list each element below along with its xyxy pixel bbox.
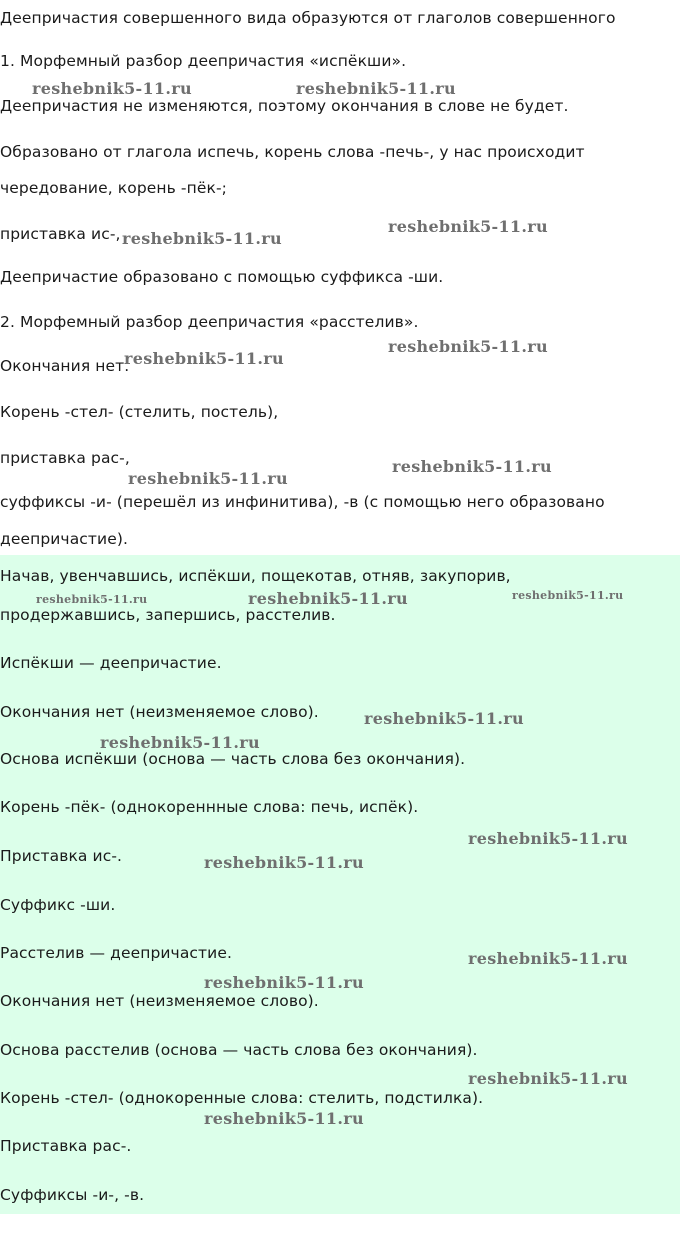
watermark: reshebnik5-11.ru [296, 79, 456, 98]
watermark: reshebnik5-11.ru [204, 973, 364, 992]
watermark: reshebnik5-11.ru [32, 79, 192, 98]
watermark: reshebnik5-11.ru [468, 1069, 628, 1088]
intro-line: Деепричастия совершенного вида образуются от глаголов совершенного [0, 9, 616, 27]
watermark: reshebnik5-11.ru [388, 217, 548, 236]
answer-line: Начав, увенчавшись, испёкши, пощекотав, отняв, закупорив, [0, 567, 511, 585]
answer-line: Основа расстелив (основа — часть слова без окончания). [0, 1041, 478, 1059]
intro-line: приставка рас-, [0, 449, 130, 467]
intro-line: Окончания нет. [0, 357, 130, 375]
watermark: reshebnik5-11.ru [122, 229, 282, 248]
watermark: reshebnik5-11.ru [388, 337, 548, 356]
watermark: reshebnik5-11.ru [100, 733, 260, 752]
answer-line: Основа испёкши (основа — часть слова без окончания). [0, 750, 466, 768]
watermark: reshebnik5-11.ru [364, 709, 524, 728]
watermark: reshebnik5-11.ru [124, 349, 284, 368]
intro-line: чередование, корень -пёк-; [0, 179, 227, 197]
answer-line: Приставка ис-. [0, 847, 123, 865]
answer-line: Расстелив — деепричастие. [0, 944, 233, 962]
watermark: reshebnik5-11.ru [468, 829, 628, 848]
watermark: reshebnik5-11.ru [248, 589, 408, 608]
intro-line: суффиксы -и- (перешёл из инфинитива), -в (с помощью него образовано [0, 493, 605, 511]
intro-heading-1: 1. Морфемный разбор деепричастия «испёкши». [0, 52, 407, 70]
watermark: reshebnik5-11.ru [128, 469, 288, 488]
answer-line: Приставка рас-. [0, 1137, 132, 1155]
watermark: reshebnik5-11.ru [204, 1109, 364, 1128]
watermark: reshebnik5-11.ru [36, 593, 148, 606]
answer-line: Испёкши — деепричастие. [0, 654, 222, 672]
answer-line: Суффиксы -и-, -в. [0, 1186, 145, 1204]
answer-line: продержавшись, запершись, расстелив. [0, 606, 336, 624]
answer-line: Суффикс -ши. [0, 896, 116, 914]
intro-heading-2: 2. Морфемный разбор деепричастия «расстелив». [0, 313, 419, 331]
intro-line: Корень -стел- (стелить, постель), [0, 403, 279, 421]
intro-line: приставка ис-, [0, 225, 121, 243]
watermark: reshebnik5-11.ru [204, 853, 364, 872]
watermark: reshebnik5-11.ru [392, 457, 552, 476]
intro-line: Деепричастие образовано с помощью суффикса -ши. [0, 268, 444, 286]
intro-line: Деепричастия не изменяются, поэтому окончания в слове не будет. [0, 97, 569, 115]
answer-line: Окончания нет (неизменяемое слово). [0, 992, 319, 1010]
watermark: reshebnik5-11.ru [512, 589, 624, 602]
intro-line: Образовано от глагола испечь, корень слова -печь-, у нас происходит [0, 143, 585, 161]
intro-line: деепричастие). [0, 530, 129, 548]
answer-line: Корень -стел- (однокоренные слова: стелить, подстилка). [0, 1089, 484, 1107]
watermark: reshebnik5-11.ru [468, 949, 628, 968]
answer-line: Окончания нет (неизменяемое слово). [0, 703, 319, 721]
answer-line: Корень -пёк- (однокореннные слова: печь, испёк). [0, 798, 419, 816]
